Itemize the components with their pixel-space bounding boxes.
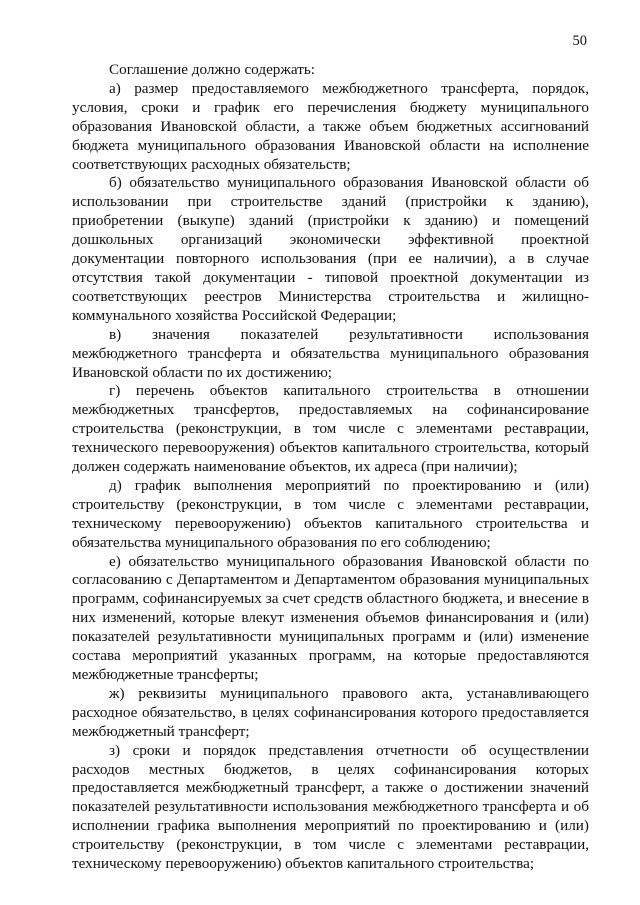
item-d-paragraph: д) график выполнения мероприятий по проектированию и (или) строительству (реконструкции, в том числе с элементами реставрации, техническому перевооружению) объектов капитального строительства и обязательства муниципального образования по его соблюдению;: [72, 476, 589, 551]
item-a-paragraph: а) размер предоставляемого межбюджетного трансферта, порядок, условия, сроки и график его перечисления бюджету муниципального образования Ивановской области, а также объем бюджетных ассигнований бюджета муниципального образования Ивановской области на исполнение соответствующих расходных обязательств;: [72, 79, 589, 173]
document-body: [72, 61, 589, 874]
intro-paragraph: Соглашение должно содержать:: [109, 61, 316, 78]
item-e-paragraph: е) обязательство муниципального образования Ивановской области по согласованию с Департаментом и Департаментом образования муниципальных программ, софинансируемых за счет средств областного бюджета, и внесение в них изменений, которые влекут изменения объемов финансирования и (или) показателей результативности муниципальных программ и (или) изменение состава мероприятий указанных программ, на которые предоставляются межбюджетные трансферты;: [72, 552, 589, 683]
item-zh-paragraph: ж) реквизиты муниципального правового акта, устанавливающего расходное обязательство, в целях софинансирования которого предоставляется межбюджетный трансферт;: [72, 684, 589, 740]
item-z-paragraph: з) сроки и порядок представления отчетности об осуществлении расходов местных бюджетов, в целях софинансирования которых предоставляется межбюджетный трансферт, а также о достижении значений показателей результативности использования межбюджетного трансферта и об исполнении графика выполнения мероприятий по проектированию и (или) строительству (реконструкции, в том числе с элементами реставрации, техническому перевооружению) объектов капитального строительства;: [72, 741, 589, 873]
item-v-paragraph: в) значения показателей результативности использования межбюджетного трансферта и обязательства муниципального образования Ивановской области по их достижению;: [72, 325, 589, 381]
item-b-paragraph: б) обязательство муниципального образования Ивановской области об использовании при строительстве зданий (пристройки к зданию), приобретении (выкупе) зданий (пристройки к зданию) и помещений дошкольных организаций экономически эффективной проектной документации повторного использования (при ее наличии), а в случае отсутствия такой документации - типовой проектной документации из соответствующих реестров Министерства строительства и жилищно-коммунального хозяйства Российской Федерации;: [72, 174, 589, 324]
page-number: 50: [572, 33, 587, 49]
item-g-paragraph: г) перечень объектов капитального строительства в отношении межбюджетных трансфертов, предоставляемых на софинансирование строительства (реконструкции, в том числе с элементами реставрации, технического перевооружения) объектов капитального строительства, который должен содержать наименование объектов, их адреса (при наличии);: [72, 382, 589, 476]
